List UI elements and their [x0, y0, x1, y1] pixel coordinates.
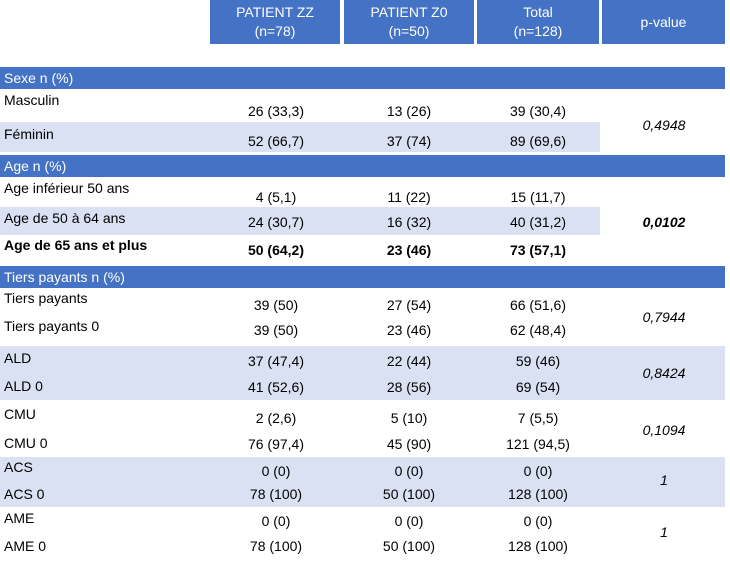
cell-ame-0-z0: 50 (100) — [382, 538, 436, 554]
row-label-cmu-0: CMU 0 — [4, 435, 48, 451]
p-value-ame: 1 — [660, 524, 668, 540]
cell-tiers-payants-z0: 27 (54) — [386, 297, 432, 313]
cell-ame-z0: 0 (0) — [394, 513, 424, 529]
cell-ald-0-z0: 28 (56) — [386, 379, 432, 395]
row-label-ald: ALD — [4, 350, 32, 366]
p-value-tiers-payants: 0,7944 — [642, 309, 686, 325]
cell-cmu-z0: 5 (10) — [390, 410, 428, 426]
cell-acs-0-zz: 78 (100) — [249, 486, 303, 502]
column-header-line2: (n=128) — [513, 23, 563, 39]
column-header-line1: Total — [523, 4, 553, 20]
p-value-ald: 0,8424 — [642, 365, 686, 381]
row-label-cmu: CMU — [4, 406, 36, 422]
column-header-total — [477, 0, 599, 44]
cell-ald-total: 59 (46) — [515, 353, 561, 369]
section-title: Tiers payants n (%) — [4, 269, 125, 285]
cell-cmu-0-zz: 76 (97,4) — [247, 436, 305, 452]
column-header-line1: PATIENT ZZ — [236, 4, 314, 20]
p-value-acs: 1 — [660, 472, 668, 488]
cell-ald-zz: 37 (47,4) — [247, 353, 305, 369]
cell-acs-0-total: 128 (100) — [508, 486, 568, 502]
row-label-age-50-64: Age de 50 à 64 ans — [4, 210, 126, 226]
column-header-line1: PATIENT Z0 — [370, 4, 448, 20]
cell-age-65-plus-total: 73 (57,1) — [509, 242, 567, 258]
cell-tiers-payants-0-total: 62 (48,4) — [509, 322, 567, 338]
p-value-sexe: 0,4948 — [642, 117, 686, 133]
section-header-sexe — [0, 67, 725, 89]
section-header-tiers-payants — [0, 266, 725, 288]
p-value-cmu: 0,1094 — [642, 422, 686, 438]
row-label-tiers-payants-0: Tiers payants 0 — [4, 318, 100, 334]
p-value-age: 0,0102 — [642, 214, 686, 230]
cell-masculin-zz: 26 (33,3) — [247, 103, 305, 119]
row-label-ame-0: AME 0 — [4, 538, 47, 554]
cell-feminin-total: 89 (69,6) — [509, 133, 567, 149]
column-header-line2: (n=50) — [388, 23, 430, 39]
row-label-acs: ACS — [4, 459, 33, 475]
cell-age-under-50-z0: 11 (22) — [387, 189, 431, 205]
cell-tiers-payants-0-z0: 23 (46) — [386, 322, 432, 338]
cell-feminin-zz: 52 (66,7) — [247, 133, 305, 149]
cell-tiers-payants-0-zz: 39 (50) — [253, 322, 299, 338]
column-header-p-value — [602, 0, 725, 44]
cell-age-50-64-z0: 16 (32) — [386, 214, 432, 230]
cell-age-65-plus-zz: 50 (64,2) — [247, 242, 305, 258]
column-header-line2: (n=78) — [254, 23, 296, 39]
cell-tiers-payants-total: 66 (51,6) — [509, 297, 567, 313]
row-label-age-under-50: Age inférieur 50 ans — [4, 180, 130, 196]
row-label-acs-0: ACS 0 — [4, 486, 45, 502]
column-header-patient-zz — [210, 0, 340, 44]
cell-ald-0-zz: 41 (52,6) — [247, 379, 305, 395]
cell-cmu-total: 7 (5,5) — [517, 410, 559, 426]
row-label-masculin: Masculin — [4, 92, 60, 108]
cell-cmu-0-z0: 45 (90) — [386, 436, 432, 452]
row-label-ame: AME — [4, 510, 35, 526]
cell-ald-z0: 22 (44) — [386, 353, 432, 369]
cell-age-50-64-zz: 24 (30,7) — [247, 214, 305, 230]
cell-ame-total: 0 (0) — [523, 513, 553, 529]
cell-age-50-64-total: 40 (31,2) — [509, 214, 567, 230]
cell-masculin-total: 39 (30,4) — [509, 103, 567, 119]
cell-feminin-z0: 37 (74) — [386, 133, 432, 149]
cell-ame-zz: 0 (0) — [261, 513, 291, 529]
row-label-age-65-plus: Age de 65 ans et plus — [4, 237, 148, 253]
cell-ald-0-total: 69 (54) — [515, 379, 561, 395]
column-header-line1: p-value — [640, 13, 687, 30]
cell-tiers-payants-zz: 39 (50) — [253, 297, 299, 313]
cell-ame-0-zz: 78 (100) — [249, 538, 303, 554]
section-title: Age n (%) — [4, 158, 67, 174]
cell-cmu-0-total: 121 (94,5) — [506, 436, 570, 452]
row-label-tiers-payants: Tiers payants — [4, 290, 88, 306]
cell-acs-z0: 0 (0) — [394, 463, 424, 479]
row-label-feminin: Féminin — [4, 126, 54, 142]
cell-acs-total: 0 (0) — [523, 463, 553, 479]
section-title: Sexe n (%) — [4, 70, 74, 86]
row-label-ald-0: ALD 0 — [4, 378, 43, 394]
column-header-patient-z0 — [344, 0, 474, 44]
cell-age-under-50-total: 15 (11,7) — [510, 189, 566, 205]
section-header-age — [0, 155, 725, 177]
cell-masculin-z0: 13 (26) — [386, 103, 432, 119]
cell-acs-0-z0: 50 (100) — [382, 486, 436, 502]
cell-cmu-zz: 2 (2,6) — [255, 410, 297, 426]
cell-ame-0-total: 128 (100) — [508, 538, 568, 554]
cell-age-65-plus-z0: 23 (46) — [386, 242, 432, 258]
cell-age-under-50-zz: 4 (5,1) — [255, 189, 297, 205]
cell-acs-zz: 0 (0) — [261, 463, 291, 479]
